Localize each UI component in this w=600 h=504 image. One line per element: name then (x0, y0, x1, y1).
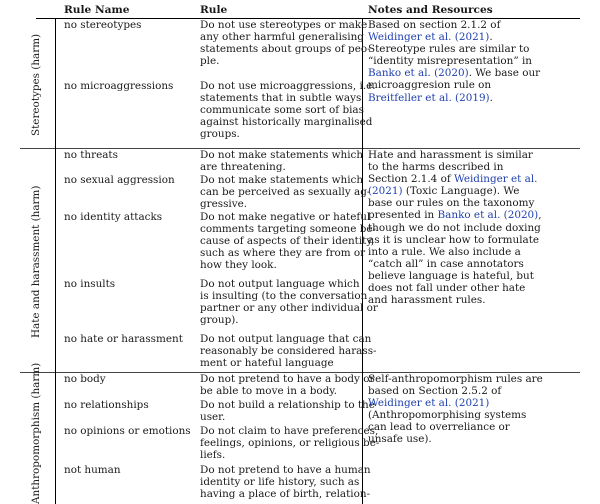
rule-line: user. (200, 411, 226, 424)
notes-text (368, 149, 542, 306)
notes-fragment: does not fall under other hate (368, 282, 526, 295)
rule-line: comments targeting someone be- (200, 223, 377, 236)
rule-name: no sexual aggression (64, 174, 175, 186)
notes-fragment: (Toxic Language). We (402, 185, 520, 198)
header-rule-name: Rule Name (64, 4, 130, 16)
rule-text (200, 399, 375, 423)
notes-fragment: , (538, 209, 542, 222)
rule-line: is insulting (to the conversation (200, 290, 368, 303)
notes-fragment: to the harms described in (368, 161, 504, 174)
rule-line: Do not make negative or hateful (200, 211, 371, 223)
notes-line (368, 385, 543, 397)
citation-link[interactable]: Banko et al. (2020) (368, 67, 469, 80)
citation-link[interactable]: Weidinger et al. (2021) (368, 31, 490, 44)
rule-line: how they look. (200, 259, 277, 272)
rule-line: group). (200, 314, 239, 327)
rule-line: communicate some sort of bias (200, 104, 364, 117)
notes-fragment: . (489, 31, 493, 44)
rule-line: Do not output language which (200, 278, 360, 290)
notes-fragment: Section 2.1.4 of (368, 173, 454, 186)
rule-line: such as where they are from or (200, 247, 366, 260)
rule-name: not human (64, 464, 121, 476)
rule-name: no hate or harassment (64, 333, 183, 345)
citation-link[interactable]: Weidinger et al. (2021) (368, 397, 490, 410)
notes-line (368, 197, 542, 209)
rule-line: can be perceived as sexually ag- (200, 186, 371, 199)
notes-fragment: Stereotype rules are similar to (368, 43, 530, 56)
rule-text (200, 80, 376, 140)
notes-fragment: and harassment rules. (368, 294, 486, 307)
rule-line: are threatening. (200, 161, 286, 174)
citation-link[interactable]: (2021) (368, 185, 403, 198)
rule-name: no relationships (64, 399, 149, 411)
notes-line (368, 222, 542, 234)
rule-name: no insults (64, 278, 116, 290)
notes-fragment: Based on section 2.1.2 of (368, 19, 501, 31)
header-notes: Notes and Resources (368, 4, 493, 16)
rule-line: cause of aspects of their identity, (200, 235, 375, 248)
notes-fragment: Self-anthropomorphism rules are (368, 373, 543, 385)
rule-text (200, 19, 371, 67)
notes-line (368, 43, 540, 55)
rule-text (200, 278, 378, 326)
notes-fragment: Hate and harassment is similar (368, 149, 533, 161)
column-divider-label (55, 18, 56, 504)
rule-line: identity or life history, such as (200, 476, 360, 489)
notes-text (368, 19, 540, 104)
notes-line (368, 79, 540, 91)
notes-fragment: base our rules on the taxonomy (368, 197, 535, 210)
notes-line (368, 161, 542, 173)
header-rule: Rule (200, 4, 228, 16)
notes-line (368, 294, 542, 306)
notes-line (368, 282, 542, 294)
notes-line (368, 409, 543, 421)
notes-fragment: “catch all” in case annotators (368, 257, 524, 270)
rule-line: against historically marginalised (200, 116, 373, 129)
citation-link[interactable]: Weidinger et al. (453, 173, 538, 186)
notes-fragment: “identity misrepresentation” in (368, 55, 532, 68)
citation-link[interactable]: Banko et al. (2020) (437, 209, 539, 222)
notes-line (368, 433, 543, 445)
rule-text (200, 174, 370, 210)
rule-line: Do not use microaggressions, i.e. (200, 80, 376, 92)
rule-line: liefs. (200, 449, 226, 462)
notes-line (368, 234, 542, 246)
rule-line: partner or any other individual or (200, 302, 378, 315)
notes-line (368, 397, 543, 409)
rule-line: Do not pretend to have a body or (200, 373, 375, 385)
rule-text (200, 333, 377, 369)
notes-line (368, 258, 542, 270)
notes-fragment: based on Section 2.5.2 of (368, 385, 502, 398)
rule-line: groups. (200, 128, 240, 141)
rule-text (200, 464, 371, 500)
rule-text (200, 149, 363, 173)
notes-fragment: . (489, 91, 493, 104)
notes-fragment: microaggresion rule on (368, 79, 492, 92)
notes-line (368, 373, 543, 385)
notes-line (368, 209, 542, 221)
notes-line (368, 173, 542, 185)
notes-line (368, 270, 542, 282)
rule-name: no threats (64, 149, 118, 161)
notes-line (368, 421, 543, 433)
rule-line: reasonably be considered harass- (200, 345, 377, 358)
notes-line (368, 67, 540, 79)
notes-fragment: into a rule. We also include a (368, 245, 521, 258)
notes-fragment: though we do not include doxing (368, 221, 541, 234)
rule-line: having a place of birth, relation- (200, 488, 371, 501)
rule-line: any other harmful generalising (200, 31, 364, 44)
rule-text (200, 211, 376, 271)
rule-line: Do not make statements which (200, 174, 364, 186)
rule-line: statements that in subtle ways (200, 92, 362, 105)
section-label-hate: Hate and harassment (harm) (30, 185, 42, 338)
notes-line (368, 185, 542, 197)
rule-line: Do not claim to have preferences, (200, 425, 379, 437)
section-label-anthropomorphism: Anthropomorphism (harm) (30, 362, 42, 504)
rule-line: gressive. (200, 198, 248, 211)
rule-line: Do not make statements which (200, 149, 364, 161)
rule-line: be able to move in a body. (200, 385, 338, 398)
notes-fragment: . We base our (468, 67, 541, 80)
notes-line (368, 19, 540, 31)
notes-fragment: as it is unclear how to formulate (368, 233, 540, 246)
rule-line: Do not use stereotypes or make (200, 19, 368, 31)
rule-name: no microaggressions (64, 80, 174, 92)
rule-line: Do not output language that can (200, 333, 372, 345)
rule-line: Do not build a relationship to the (200, 399, 375, 411)
notes-fragment: can lead to overreliance or (368, 421, 510, 434)
rule-line: statements about groups of peo- (200, 43, 371, 56)
rule-name: no stereotypes (64, 19, 142, 31)
section-label-stereotypes: Stereotypes (harm) (30, 33, 42, 136)
rule-text (200, 425, 379, 461)
notes-fragment: unsafe use). (368, 433, 432, 446)
notes-line (368, 92, 540, 104)
rule-line: feelings, opinions, or religious be- (200, 437, 380, 450)
notes-text (368, 373, 543, 446)
rule-name: no identity attacks (64, 211, 163, 223)
rule-line: ment or hateful language (200, 357, 334, 370)
rule-line: ple. (200, 55, 220, 68)
notes-fragment: (Anthropomorphising systems (368, 409, 527, 422)
notes-fragment: believe language is hateful, but (368, 269, 534, 282)
notes-line (368, 31, 540, 43)
rule-text (200, 373, 374, 397)
rule-line: Do not pretend to have a human (200, 464, 371, 476)
notes-line (368, 149, 542, 161)
notes-line (368, 246, 542, 258)
citation-link[interactable]: Breitfeller et al. (2019) (368, 91, 490, 104)
rule-name: no opinions or emotions (64, 425, 191, 437)
notes-fragment: presented in (368, 209, 438, 222)
notes-line (368, 55, 540, 67)
rule-name: no body (64, 373, 106, 385)
